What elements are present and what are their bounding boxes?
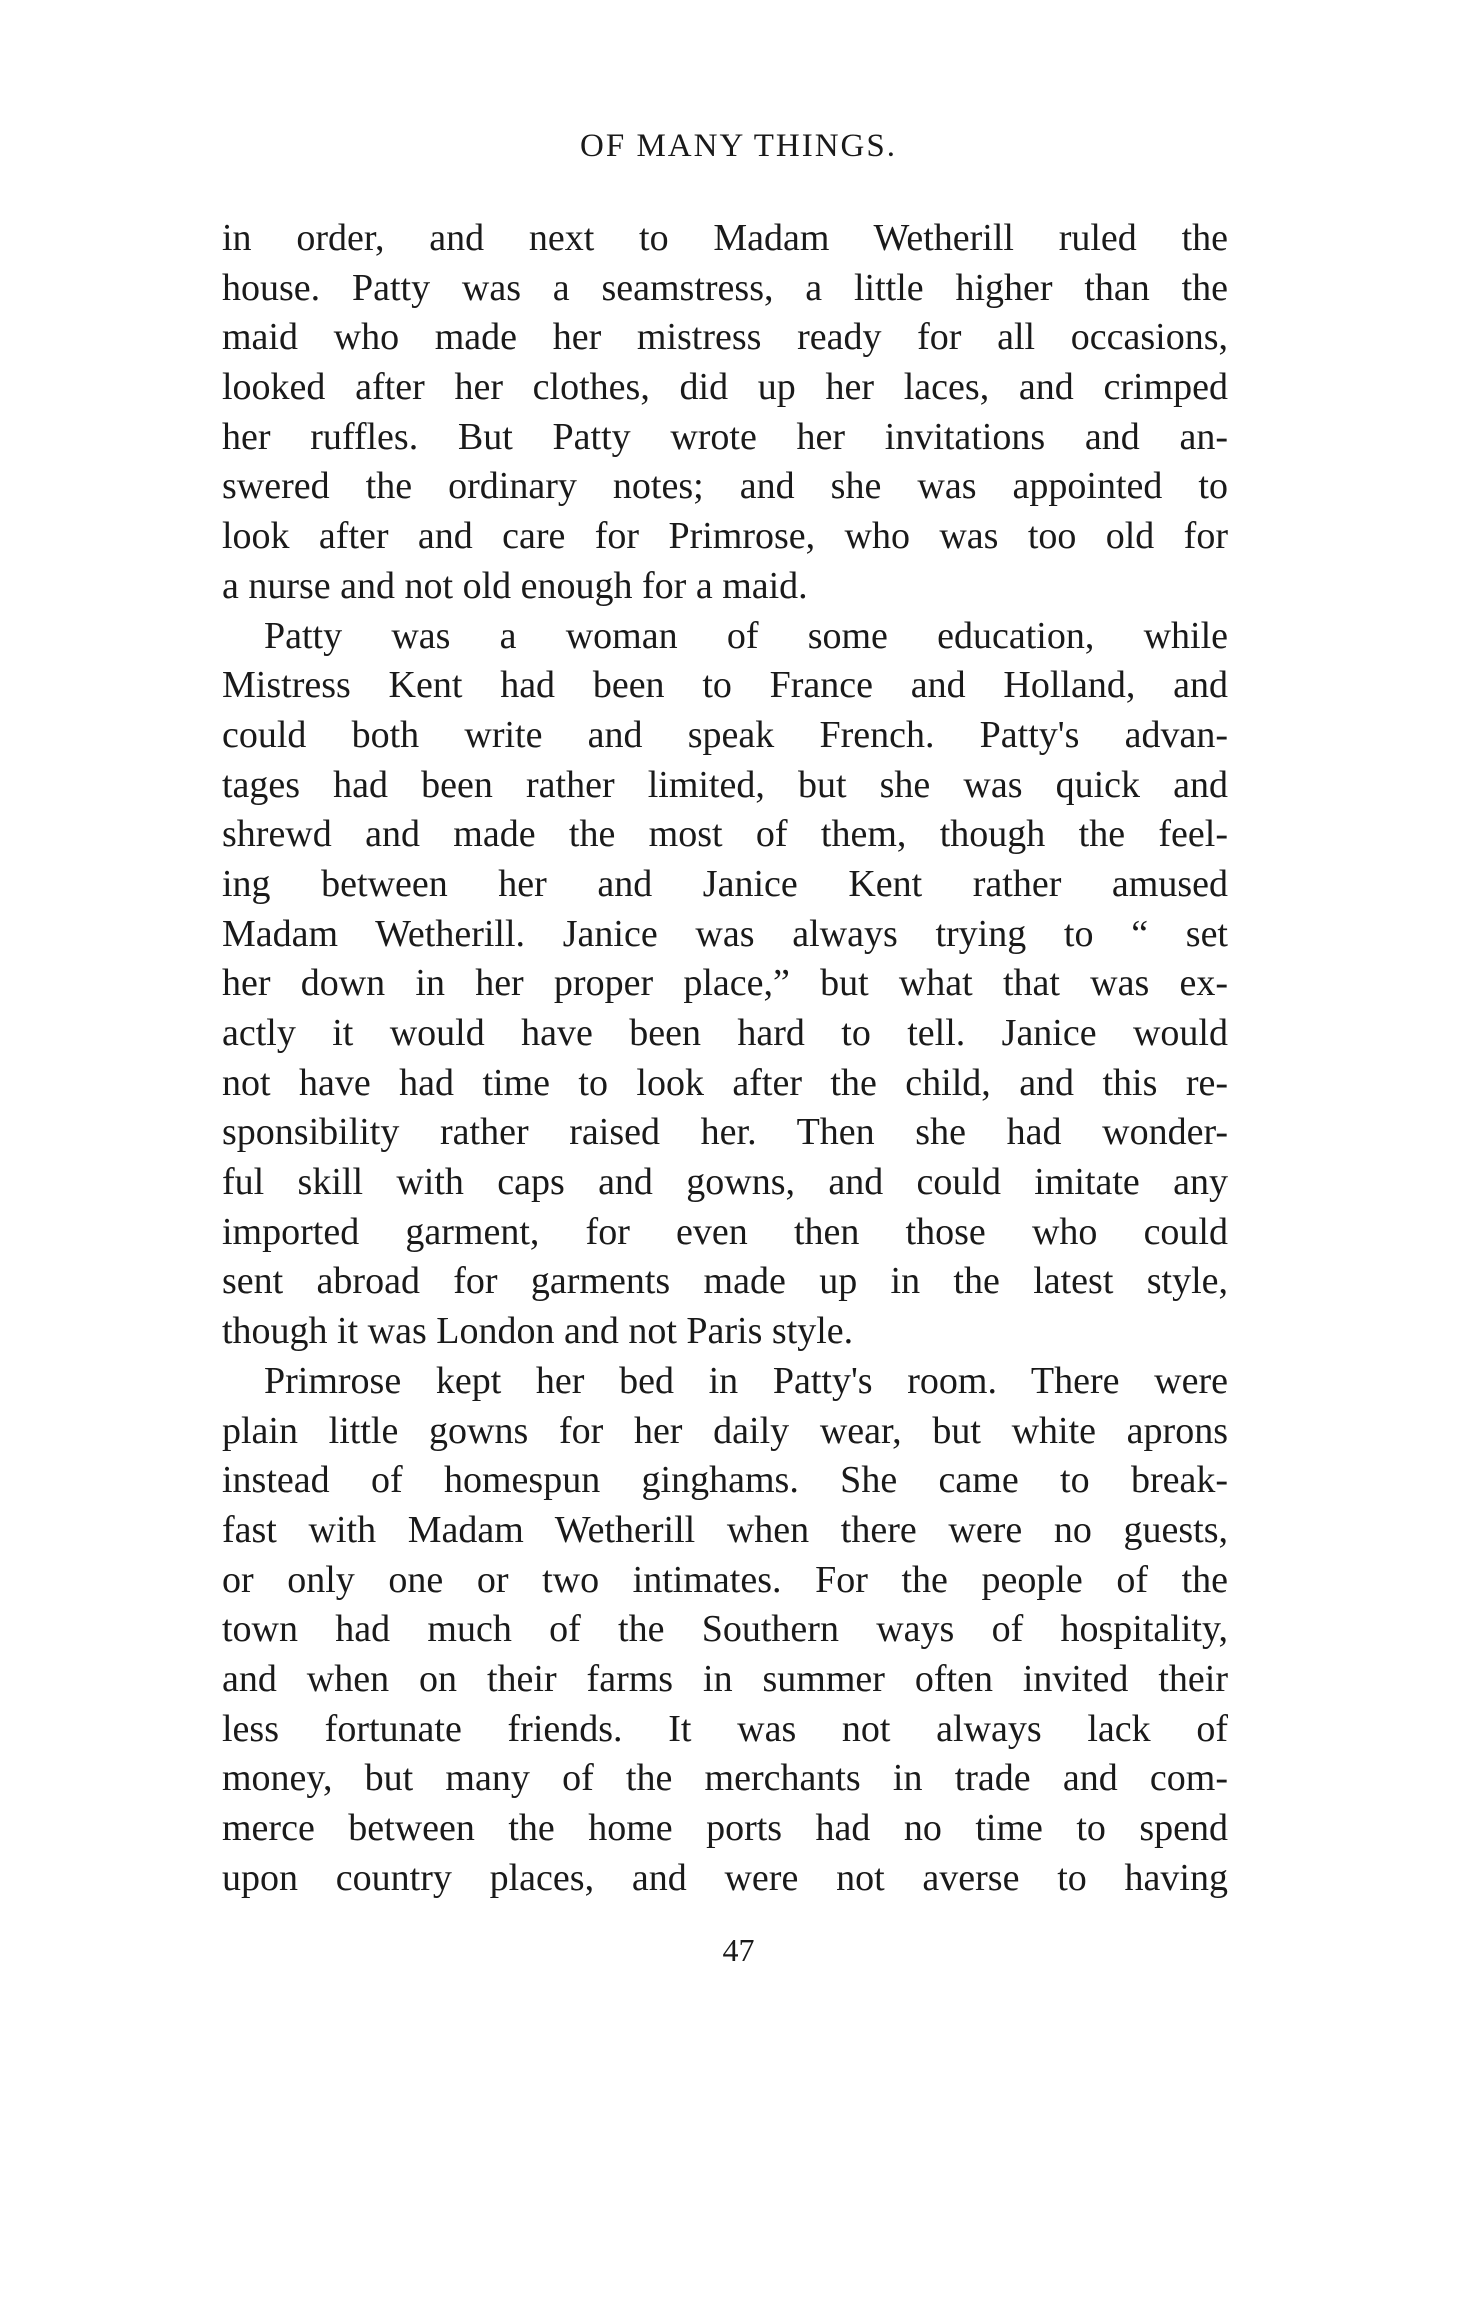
text-line: sponsibility rather raised her. Then she had wonder- <box>222 1111 1228 1154</box>
paragraph <box>222 612 1228 1357</box>
text-line: and when on their farms in summer often invited their <box>222 1657 1228 1700</box>
text-line: merce between the home ports had no time to spend <box>222 1807 1228 1849</box>
text-line: upon country places, and were not averse to having <box>222 1856 1228 1899</box>
text-line: though it was London and not Paris style. <box>222 1310 854 1353</box>
page-number: 47 <box>722 1932 755 1968</box>
paragraph <box>222 214 1228 612</box>
text-line: looked after her clothes, did up her laces, and crimped <box>222 366 1228 409</box>
text-line: not have had time to look after the child, and this re- <box>222 1061 1228 1104</box>
text-line: less fortunate friends. It was not always lack of <box>222 1707 1228 1750</box>
text-line: Mistress Kent had been to France and Holland, and <box>222 664 1228 707</box>
text-line: instead of homespun ginghams. She came to break- <box>222 1459 1228 1502</box>
text-line: sent abroad for garments made up in the latest style, <box>222 1260 1228 1303</box>
text-line: or only one or two intimates. For the people of the <box>222 1558 1228 1601</box>
text-line: ing between her and Janice Kent rather amused <box>222 862 1228 905</box>
text-line: town had much of the Southern ways of hospitality, <box>222 1608 1228 1651</box>
text-line: shrewd and made the most of them, though the feel- <box>222 813 1228 856</box>
text-line: look after and care for Primrose, who was too old for <box>222 515 1228 558</box>
text-line: Madam Wetherill. Janice was always trying to “ set <box>222 912 1228 955</box>
text-line: a nurse and not old enough for a maid. <box>222 564 808 607</box>
text-line: fast with Madam Wetherill when there were no guests, <box>222 1508 1228 1551</box>
text-line: swered the ordinary notes; and she was appointed to <box>222 465 1228 508</box>
text-line: house. Patty was a seamstress, a little higher than the <box>222 266 1228 309</box>
running-header: OF MANY THINGS. <box>580 128 897 164</box>
text-line: her down in her proper place,” but what that was ex- <box>222 962 1228 1005</box>
text-line: could both write and speak French. Patty's advan- <box>222 713 1228 756</box>
text-line: actly it would have been hard to tell. Janice would <box>222 1012 1228 1054</box>
paragraph <box>222 1357 1228 1904</box>
text-line: Primrose kept her bed in Patty's room. There were <box>264 1359 1228 1402</box>
text-line: imported garment, for even then those who could <box>222 1210 1228 1253</box>
text-line: money, but many of the merchants in trade and com- <box>222 1757 1228 1800</box>
text-line: her ruffles. But Patty wrote her invitations and an- <box>222 415 1228 458</box>
text-line: plain little gowns for her daily wear, but white aprons <box>222 1409 1228 1452</box>
text-line: Patty was a woman of some education, while <box>264 614 1228 657</box>
page-body <box>222 214 1228 1903</box>
text-line: in order, and next to Madam Wetherill ruled the <box>222 217 1228 259</box>
text-line: tages had been rather limited, but she was quick and <box>222 763 1228 806</box>
text-line: maid who made her mistress ready for all occasions, <box>222 316 1228 359</box>
text-line: ful skill with caps and gowns, and could imitate any <box>222 1161 1228 1204</box>
